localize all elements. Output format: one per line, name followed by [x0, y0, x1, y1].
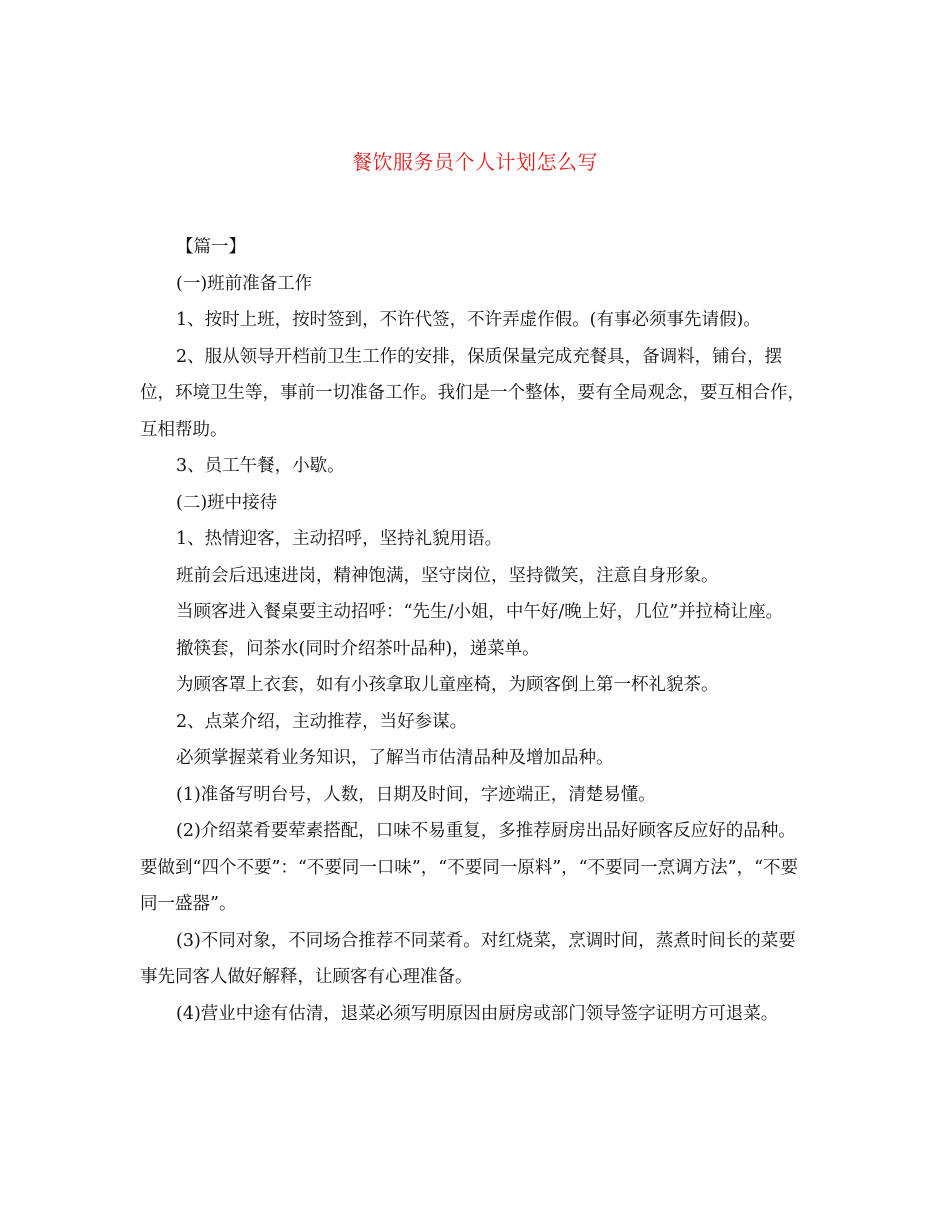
paragraph: 当顾客进入餐桌要主动招呼：“先生/小姐，中午好/晚上好，几位”并拉椅让座。	[176, 602, 784, 622]
paragraph: (2)介绍菜肴要荤素搭配，口味不易重复，多推荐厨房出品好顾客反应好的品种。要做到“四个不要”：“不要同一口味”，“不要同一原料”，“不要同一烹调方法”，“不要同一盛器”。	[140, 821, 799, 914]
section-heading: 【篇一】	[176, 237, 246, 257]
paragraph: 撤筷套，问茶水(同时介绍茶叶品种)，递菜单。	[176, 638, 540, 659]
paragraph: 必须掌握菜肴业务知识，了解当市估清品种及增加品种。	[176, 748, 614, 768]
paragraph: 班前会后迅速进岗，精神饱满，坚守岗位，坚持微笑，注意自身形象。	[176, 565, 719, 586]
paragraph: (3)不同对象，不同场合推荐不同菜肴。对红烧菜，烹调时间，蒸煮时间长的菜要事先同客人做好解释，让顾客有心理准备。	[140, 930, 796, 987]
paragraph: 2、点菜介绍，主动推荐，当好参谋。	[176, 711, 468, 732]
paragraph: 3、员工午餐，小歇。	[176, 456, 345, 476]
subsection-heading: (一)班前准备工作	[176, 273, 313, 294]
paragraph: 1、热情迎客，主动招呼，坚持礼貌用语。	[176, 529, 503, 549]
document-body	[140, 229, 812, 1032]
paragraph: 为顾客罩上衣套，如有小孩拿取儿童座椅，为顾客倒上第一杯礼貌茶。	[176, 675, 719, 695]
paragraph: 1、按时上班，按时签到，不许代签，不许弄虚作假。(有事必须事先请假)。	[176, 310, 761, 330]
paragraph: 2、服从领导开档前卫生工作的安排，保质保量完成充餐具，备调料，铺台，摆位，环境卫生等，事前一切准备工作。我们是一个整体，要有全局观念，要互相合作，互相帮助。	[140, 346, 805, 440]
document-title: 餐饮服务员个人计划怎么写	[352, 150, 598, 174]
subsection-heading: (二)班中接待	[176, 492, 278, 513]
paragraph: (4)营业中途有估清，退菜必须写明原因由厨房或部门领导签字证明方可退菜。	[176, 1003, 779, 1024]
paragraph: (1)准备写明台号，人数，日期及时间，字迹端正，清楚易懂。	[176, 784, 656, 805]
